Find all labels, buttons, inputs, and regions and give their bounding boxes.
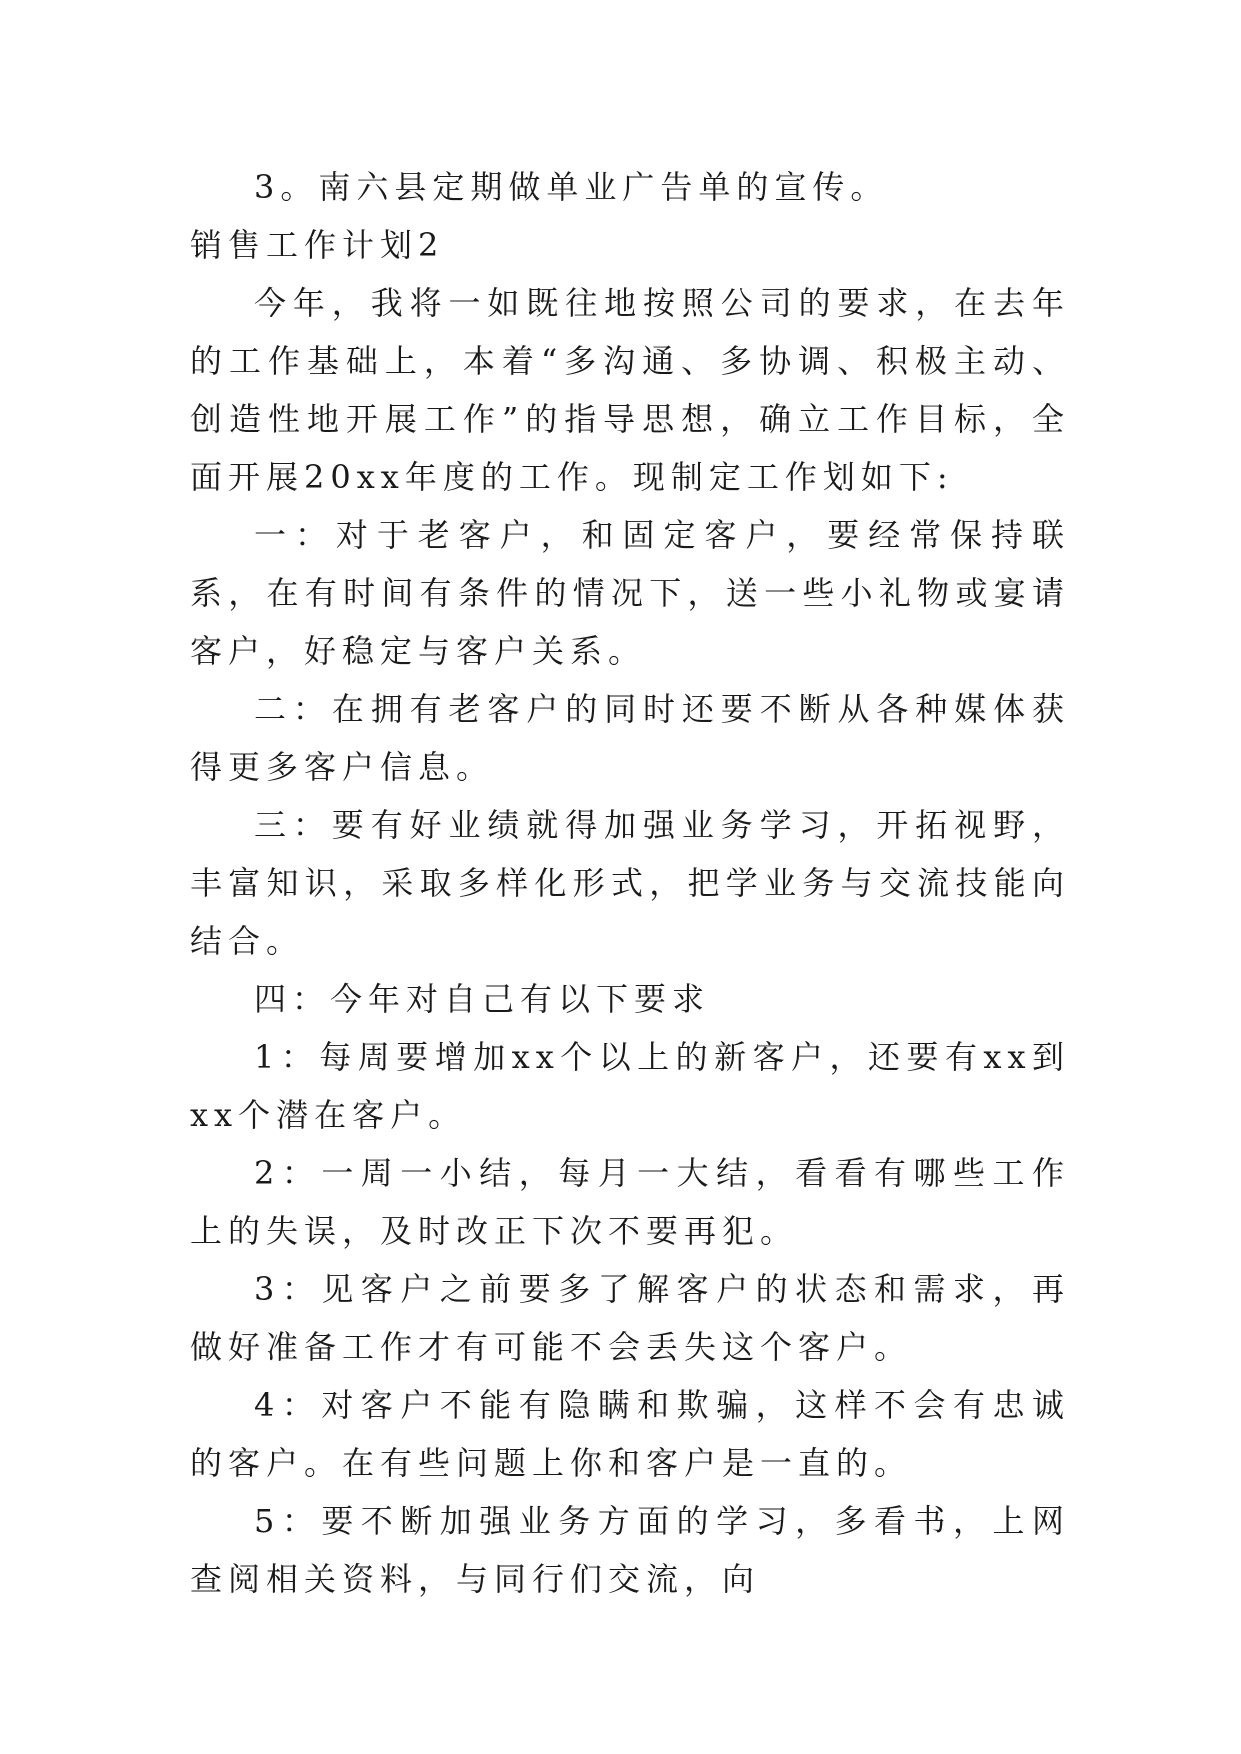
paragraph-intro: 今年，我将一如既往地按照公司的要求，在去年的工作基础上，本着“多沟通、多协调、积极主动、创造性地开展工作”的指导思想，确立工作目标，全面开展20xx年度的工作。现制定工作划如下: [190, 284, 1070, 496]
paragraph-item-3-promotion: 3。南六县定期做单业广告单的宣传。 [254, 168, 889, 206]
requirement-item-5: 5：要不断加强业务方面的学习，多看书，上网查阅相关资料，与同行们交流，向 [190, 1502, 1070, 1598]
paragraph-point-1: 一：对于老客户，和固定客户，要经常保持联系，在有时间有条件的情况下，送一些小礼物或宴请客户，好稳定与客户关系。 [190, 516, 1070, 670]
paragraph-point-3: 三：要有好业绩就得加强业务学习，开拓视野，丰富知识，采取多样化形式，把学业务与交流技能向结合。 [190, 806, 1070, 960]
document-body [190, 158, 1070, 1608]
paragraph-point-4: 四：今年对自己有以下要求 [254, 980, 711, 1018]
requirement-item-1: 1：每周要增加xx个以上的新客户，还要有xx到xx个潜在客户。 [190, 1038, 1070, 1134]
paragraph-point-2: 二：在拥有老客户的同时还要不断从各种媒体获得更多客户信息。 [190, 690, 1070, 786]
section-heading: 销售工作计划2 [190, 226, 445, 264]
requirement-item-2: 2：一周一小结，每月一大结，看看有哪些工作上的失误，及时改正下次不要再犯。 [190, 1154, 1070, 1250]
requirement-item-3: 3：见客户之前要多了解客户的状态和需求，再做好准备工作才有可能不会丢失这个客户。 [190, 1270, 1070, 1366]
requirement-item-4: 4：对客户不能有隐瞒和欺骗，这样不会有忠诚的客户。在有些问题上你和客户是一直的。 [190, 1386, 1070, 1482]
